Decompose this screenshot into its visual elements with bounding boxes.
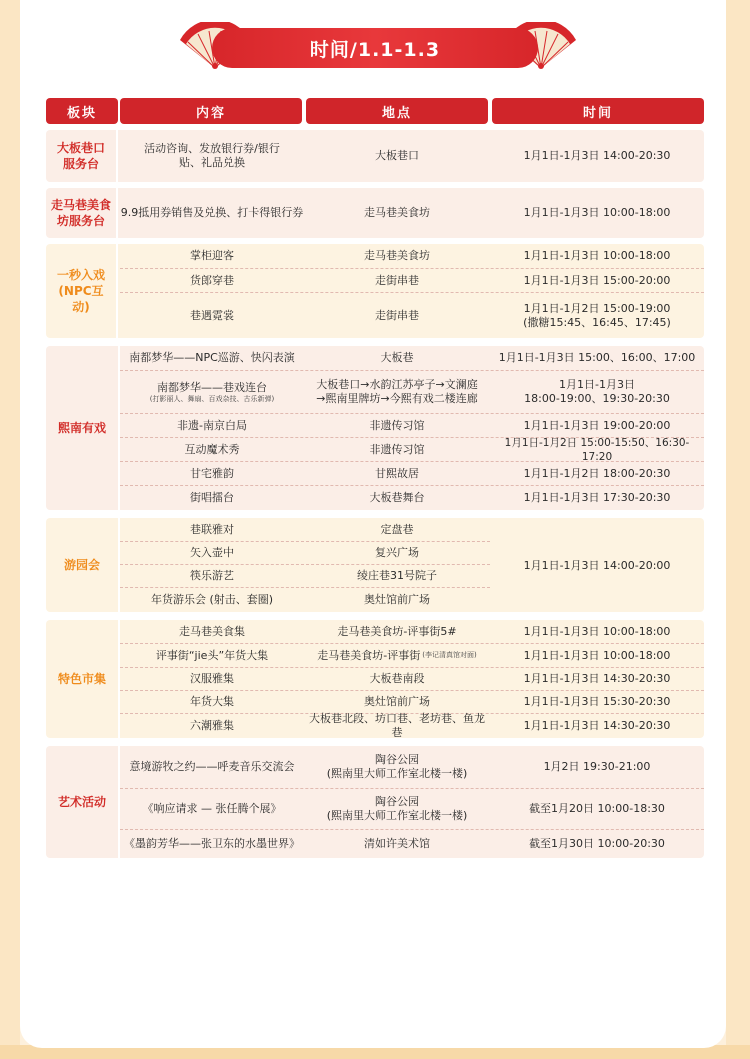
row-place: 走马巷美食坊-评事街5# — [337, 624, 457, 638]
table-row — [120, 130, 704, 182]
header-category: 板块 — [46, 98, 118, 124]
row-place: 大板巷北段、坊口巷、老坊巷、鱼龙巷 — [309, 712, 485, 739]
row-content: 年货大集 — [190, 695, 234, 708]
table-row — [120, 644, 704, 668]
table-row — [120, 462, 704, 486]
row-content: 筷乐游艺 — [190, 569, 234, 582]
row-time: 1月1日-1月3日 10:00-18:00 — [523, 624, 671, 638]
row-place: 甘熙故居 — [375, 466, 419, 480]
row-place: 走街串巷 — [375, 273, 419, 287]
merged-time-cell: 1月1日-1月3日 14:00-20:00 — [523, 559, 671, 572]
row-time: 1月1日-1月3日 19:00-20:00 — [523, 418, 671, 432]
row-time: 截至1月30日 10:00-20:30 — [529, 837, 665, 850]
table-row — [120, 188, 704, 238]
table-row — [120, 830, 704, 858]
row-time: 1月1日-1月3日 17:30-20:30 — [523, 491, 671, 504]
row-content: 六潮雅集 — [190, 719, 234, 732]
content-note: (打影丽人、舞扇、百戏杂技、古乐新弹) — [149, 394, 275, 403]
table-row — [120, 588, 490, 612]
table-row — [120, 486, 704, 510]
row-content — [120, 371, 304, 413]
row-time: 1月1日-1月3日 14:30-20:30 — [523, 719, 671, 732]
header-place: 地点 — [306, 98, 488, 124]
place-text: 走马巷美食坊-评事街 — [317, 648, 421, 662]
category-label: 艺术活动 — [46, 746, 120, 858]
section-npc-interaction — [46, 244, 704, 338]
row-place: 大板巷口 — [375, 149, 419, 162]
row-time: 1月1日-1月3日 15:30-20:30 — [523, 695, 671, 708]
table-row — [120, 371, 704, 414]
row-place: 走街串巷 — [375, 308, 419, 322]
row-content: 矢入壶中 — [190, 546, 234, 559]
table-row — [120, 746, 704, 789]
place-line-2: (熙南里大师工作室北楼一楼) — [326, 809, 468, 822]
row-time: 1月1日-1月3日 10:00-18:00 — [523, 206, 671, 219]
category-label: 游园会 — [46, 518, 120, 612]
row-content: 货郎穿巷 — [190, 273, 234, 287]
row-content: 掌柜迎客 — [190, 249, 234, 262]
table-row — [120, 668, 704, 691]
row-content: 甘宅雅韵 — [190, 466, 234, 480]
row-time: 1月1日-1月3日 10:00-18:00 — [523, 249, 671, 262]
table-row — [120, 293, 704, 338]
row-time: 1月1日-1月3日 14:30-20:30 — [523, 672, 671, 685]
row-place: 非遗传习馆 — [369, 418, 425, 432]
header-time: 时间 — [492, 98, 704, 124]
row-content: 走马巷美食集 — [179, 624, 245, 638]
row-place: 走马巷美食坊 — [364, 206, 430, 219]
row-time: 截至1月20日 10:00-18:30 — [529, 802, 665, 815]
row-place: 大板巷南段 — [369, 672, 425, 685]
row-time: 1月1日-1月3日 14:00-20:30 — [523, 149, 671, 162]
row-content: 汉服雅集 — [190, 672, 234, 685]
row-place: 定盘巷 — [380, 522, 414, 536]
place-line-1: 大板巷口→水韵江苏亭子→文澜庭 — [316, 378, 478, 391]
row-place: 清如许美术馆 — [364, 837, 430, 850]
table-row — [120, 414, 704, 438]
row-place: 走马巷美食坊 — [364, 249, 430, 262]
row-place: 大板巷舞台 — [369, 491, 425, 504]
row-content: 非遗-南京白局 — [177, 418, 247, 432]
row-content: 巷联雅对 — [190, 522, 234, 536]
category-label: 走马巷美食坊服务台 — [46, 188, 118, 238]
table-row — [120, 346, 704, 371]
section-garden-party — [46, 518, 704, 612]
row-time — [490, 371, 704, 413]
right-border — [726, 0, 750, 1059]
section-special-market — [46, 620, 704, 738]
category-label: 熙南有戏 — [46, 346, 120, 510]
table-row — [120, 269, 704, 293]
category-label: 特色市集 — [46, 620, 120, 738]
category-label: 大板巷口服务台 — [46, 130, 118, 182]
place-line-2: →熙南里牌坊→今熙有戏二楼连廊 — [316, 392, 478, 405]
section-xinan-opera — [46, 346, 704, 510]
row-place — [304, 789, 490, 829]
place-note: (李记清真馆对面) — [422, 651, 477, 659]
row-time: 1月2日 19:30-21:00 — [543, 760, 651, 773]
section-zoumaxiang-service — [46, 188, 704, 238]
page-title: 时间/1.1-1.3 — [212, 28, 538, 68]
table-row — [120, 542, 490, 565]
row-place: 大板巷 — [380, 351, 414, 364]
section-dabanxiang-service — [46, 130, 704, 182]
table-row — [120, 438, 704, 462]
content-text: 南都梦华——巷戏连台 — [157, 380, 267, 394]
row-time: 1月1日-1月3日 10:00-18:00 — [523, 648, 671, 662]
row-content: 互动魔术秀 — [184, 442, 240, 456]
row-content: 街唱擂台 — [190, 491, 234, 504]
row-place: 奥灶馆前广场 — [364, 593, 430, 606]
row-place — [304, 371, 490, 413]
row-time: 1月1日-1月3日 15:00-20:00 — [523, 273, 671, 287]
table-row — [120, 714, 704, 738]
time-note: (撒糖15:45、16:45、17:45) — [523, 315, 671, 329]
row-time: 1月1日-1月2日 18:00-20:30 — [523, 466, 671, 480]
row-content: 《墨韵芳华——张卫东的水墨世界》 — [124, 837, 300, 850]
table-row — [120, 691, 704, 714]
time-note: 18:00-19:00、19:30-20:30 — [524, 392, 670, 405]
place-line-1: 陶谷公园 — [375, 795, 419, 808]
row-content: 年货游乐会 (射击、套圈) — [150, 593, 274, 606]
time-text: 1月1日-1月3日 — [559, 378, 635, 391]
row-content — [120, 130, 304, 182]
table-row — [120, 789, 704, 830]
section-art-activities — [46, 746, 704, 858]
table-header — [46, 98, 706, 124]
row-place — [304, 644, 490, 667]
place-line-2: (熙南里大师工作室北楼一楼) — [326, 767, 468, 780]
row-content: 评事街“jie头”年货大集 — [155, 648, 269, 662]
row-place: 奥灶馆前广场 — [364, 695, 430, 708]
table-row — [120, 620, 704, 644]
row-content: 9.9抵用券销售及兑换、打卡得银行券 — [120, 206, 304, 219]
table-row — [120, 244, 704, 269]
row-place: 绫庄巷31号院子 — [357, 569, 437, 582]
table-row — [120, 518, 490, 542]
left-border — [0, 0, 20, 1059]
row-time: 1月1日-1月3日 15:00、16:00、17:00 — [498, 351, 696, 364]
row-time: 1月1日-1月2日 15:00-15:50、16:30-17:20 — [504, 436, 690, 463]
row-content: 巷遇霓裳 — [190, 308, 234, 322]
row-place — [304, 746, 490, 788]
time-text: 1月1日-1月2日 15:00-19:00 — [523, 301, 671, 315]
row-content: 意境游牧之约——呼麦音乐交流会 — [129, 760, 295, 773]
row-content: 南都梦华——NPC巡游、快闪表演 — [129, 351, 295, 364]
row-time — [490, 293, 704, 338]
table-row — [120, 565, 490, 588]
row-content: 《响应请求 — 张任腾个展》 — [142, 802, 282, 815]
header-content: 内容 — [120, 98, 302, 124]
row-place: 非遗传习馆 — [369, 442, 425, 456]
content-text: 活动咨询、发放银行券/银行贴、礼品兑换 — [144, 142, 280, 169]
place-line-1: 陶谷公园 — [375, 753, 419, 766]
category-label: 一秒入戏 (NPC互动) — [46, 244, 118, 338]
row-place: 复兴广场 — [375, 546, 419, 559]
